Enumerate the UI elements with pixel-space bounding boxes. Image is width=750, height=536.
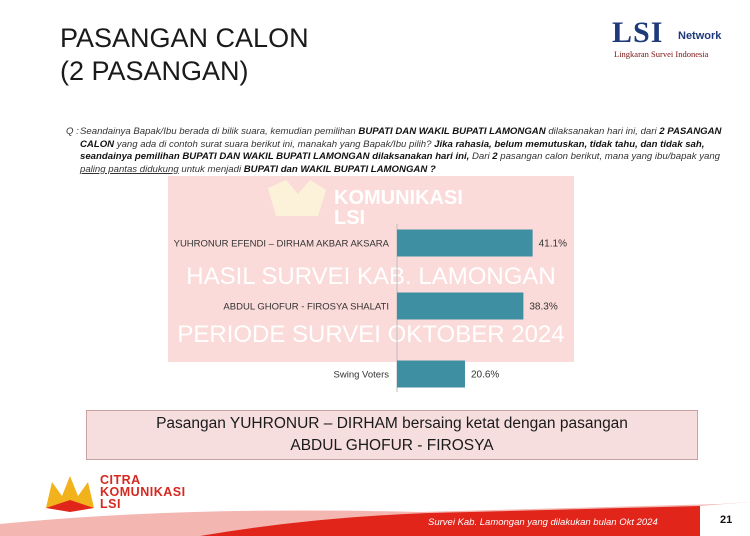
lsi-logo-subtitle: Lingkaran Survei Indonesia [614,49,709,59]
watermark-line-2: PERIODE SURVEI OKTOBER 2024 [177,321,565,348]
footer-source: Survei Kab. Lamongan yang dilakukan bulan Okt 2024 [428,517,658,528]
question-text-3: yang ada di contoh surat suara berikut ini, manakah yang Bapak/Ibu pilih? [114,138,435,150]
citra-line-3: LSI [100,497,121,511]
question-bold-1: BUPATI DAN WAKIL BUPATI LAMONGAN [358,126,546,137]
title-line-2: (2 PASANGAN) [60,56,249,86]
question-text-2: dilaksanakan hari ini, dari [545,126,660,137]
chart-category-label-2: ABDUL GHOFUR - FIROSYA SHALATI [223,301,389,313]
question-bold-4: 2 [492,151,498,163]
chart-value-label-1: 41.1% [538,238,567,250]
callout-text: Pasangan YUHRONUR – DIRHAM bersaing ketat dengan pasangan ABDUL GHOFUR - FIROSYA [156,415,628,454]
question-text-6: untuk menjadi [178,163,244,175]
question-text-4: Dari [469,151,493,163]
citra-line-1: CITRA [100,473,141,487]
page-number: 21 [720,514,733,526]
title-line-1: PASANGAN CALON [60,23,309,53]
chart-bar-3 [397,361,465,388]
chart-bar-2 [397,293,523,320]
citra-line-2: KOMUNIKASI [100,485,186,499]
chart-bar-1 [397,230,533,257]
citra-logo-text [100,474,186,510]
chart-value-label-3: 20.6% [470,369,500,381]
watermark-line-1: HASIL SURVEI KAB. LAMONGAN [186,263,556,290]
question-bold-5: BUPATI dan WAKIL BUPATI LAMONGAN ? [243,163,436,175]
chart-category-label-1: YUHRONUR EFENDI – DIRHAM AKBAR AKSARA [173,238,389,250]
question-text-1: Seandainya Bapak/Ibu berada di bilik suara, kemudian pemilihan [80,126,359,137]
chart-category-label-3: Swing Voters [333,369,389,381]
citra-komunikasi-logo [42,472,202,516]
lsi-logo-letters: LSI [612,16,664,49]
question-text-5: pasangan calon berikut, mana yang ibu/bapak yang [497,151,721,163]
question-underline-1: paling pantas didukung [80,163,179,175]
question-bold-2: 2 PASANGAN CALON [80,126,722,150]
watermark-brand-1: KOMUNIKASI [334,187,463,209]
watermark-brand-2: LSI [334,207,366,229]
question-bold-3: Jika rahasia, belum memutuskan, tidak tahu, dan tidak sah, seandainya pemilihan BUPATI DAN WAKIL BUPATI LAMONGAN dilaksanakan hari ini, [80,138,705,163]
lsi-logo-network: Network [678,30,722,42]
crown-icon [42,472,98,512]
chart-value-label-2: 38.3% [529,301,558,313]
conclusion-callout [86,410,698,460]
question-prefix: Q : [66,126,79,137]
